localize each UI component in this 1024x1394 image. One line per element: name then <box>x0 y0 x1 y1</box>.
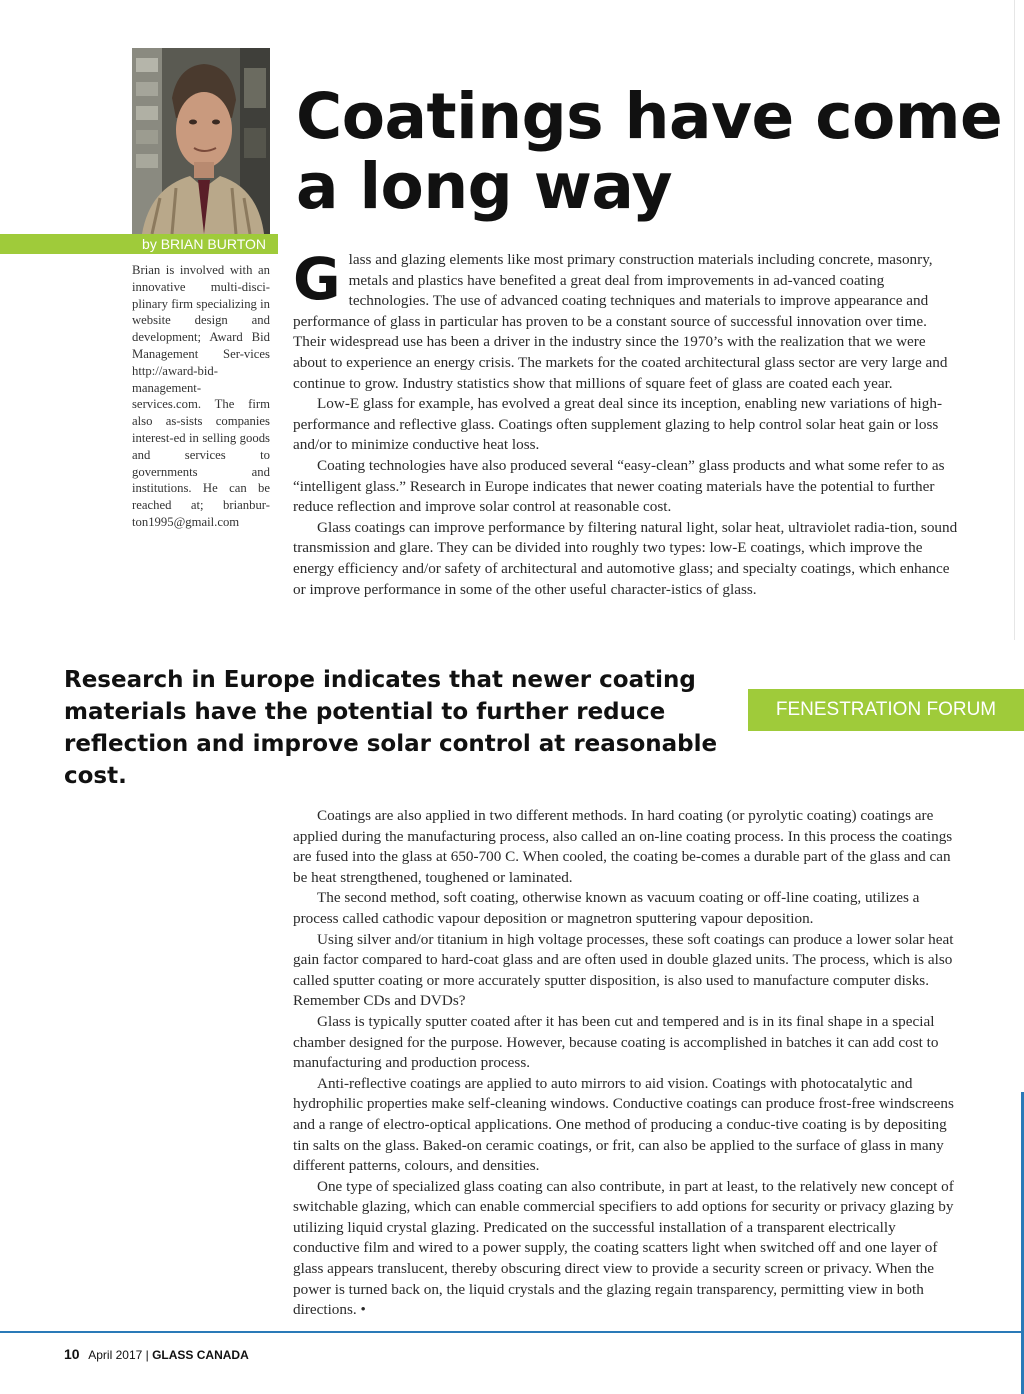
drop-cap: G <box>293 245 341 313</box>
magazine-name: GLASS CANADA <box>152 1348 249 1362</box>
body-column <box>293 806 963 1321</box>
body-paragraph: Glass is typically sputter coated after it has been cut and tempered and is in its final shape in a special chamber designed for the purpose. However, because coating is accomplished in batches it can add cost to manufacturing and production process. <box>293 1012 939 1072</box>
article-headline <box>296 82 1016 222</box>
body-paragraph: Anti-reflective coatings are applied to auto mirrors to aid vision. Coatings with photocatalytic and hydrophilic properties make self-cleaning windows. Conductive coatings can produce frost-free windscreens and a range of electro-optical applications. One method of producing a conduc-tive coating is by depositing tin salts on the glass. Baked-on ceramic coatings, or frit, can also be applied to the surface of glass in many different patterns, colours, and densities. <box>293 1074 954 1175</box>
body-paragraph: Using silver and/or titanium in high voltage processes, these soft coatings can produce a lower solar heat gain factor compared to hard-coat glass and are often used in double glazed units. The process, which is also called sputter coating or more accurately sputter disposition, is also used to manufacture computer disks. Remember CDs and DVDs? <box>293 930 954 1010</box>
author-byline: by BRIAN BURTON <box>142 236 266 252</box>
headline-line-2: a long way <box>296 150 673 223</box>
intro-column <box>293 245 963 600</box>
section-label: FENESTRATION FORUM <box>748 689 1024 731</box>
intro-paragraph: Glass and glazing elements like most primary construction materials including concrete, masonry, metals and plastics have benefited a great deal from improvements in ad-vanced coating technologies. The use of advanced coating techniques and materials to improve appearance and performance of glass in particular has proven to be a constant source of successful innovation over time. Their widespread use has been a driver in the industry since the 1970’s with the realization that we were about to experience an energy crisis. The markets for the coated architectural glass sector are very large and continue to grow. Industry statistics show that millions of square feet of glass are coated each year. <box>293 245 948 392</box>
footer-rule <box>0 1331 1024 1333</box>
intro-paragraph: Coating technologies have also produced several “easy-clean” glass products and what some refer to as “intelligent glass.” Research in Europe indicates that newer coating materials have the potential to further reduce reflection and improve solar control at reasonable cost. <box>293 456 945 516</box>
page-number: 10 <box>64 1346 80 1362</box>
issue-date: April 2017 | <box>88 1348 149 1362</box>
body-paragraph: One type of specialized glass coating can also contribute, in part at least, to the relatively new concept of switchable glazing, which can enable commercial specifiers to add options for security or privacy glazing by utilizing liquid crystal glazing. Predicated on the successful installation of a transparent electrically conductive film and wired to a power supply, the coating scatters light when switched off and one layer of glass appears translucent, thereby obscuring direct view to provide a security screen or privacy. When the power is turned back on, the liquid crystals and the glazing regain transparency, permitting view in both directions. • <box>293 1177 954 1319</box>
body-paragraph: The second method, soft coating, otherwise known as vacuum coating or off-line coating, utilizes a process called cathodic vapour deposition or magnetron sputtering vapour deposition. <box>293 889 920 927</box>
headline-line-1: Coatings have come <box>296 80 1003 153</box>
body-paragraph: Coatings are also applied in two different methods. In hard coating (or pyrolytic coating) coatings are applied during the manufacturing process, also called an on-line coating process. In this process the coatings are fused into the glass at 650-700 C. When cooled, the coating be-comes a durable part of the glass and can be heat strengthened, toughened or laminated. <box>293 807 953 886</box>
intro-paragraph: Low-E glass for example, has evolved a great deal since its inception, enabling new variations of high-performance and reflective glass. Coatings often supplement glazing to help control solar heat gain or loss and/or to minimize conductive heat loss. <box>293 395 943 454</box>
byline-bar <box>0 234 278 254</box>
pull-quote: Research in Europe indicates that newer coating materials have the potential to further reduce reflection and improve solar control at reasonable cost. <box>64 667 718 789</box>
page-footer <box>64 1347 249 1362</box>
author-photo <box>132 48 270 234</box>
intro-paragraph: Glass coatings can improve performance by filtering natural light, solar heat, ultraviolet radia-tion, sound transmission and glare. They can be divided into roughly two types: low-E coatings, which improve the energy efficiency and/or safety of architectural and automotive glass; and specialty coatings, which enhance or improve performance in some of the other useful character-istics of glass. <box>293 518 958 598</box>
author-bio: Brian is involved with an innovative multi-disci-plinary firm specializing in website design and development; Award Bid Management Ser-vices http://award-bid-management-services.com. The firm also as-sists companies interest-ed in selling goods and services to governments and institutions. He can be reached at; brianbur-ton1995@gmail.com <box>132 263 270 529</box>
